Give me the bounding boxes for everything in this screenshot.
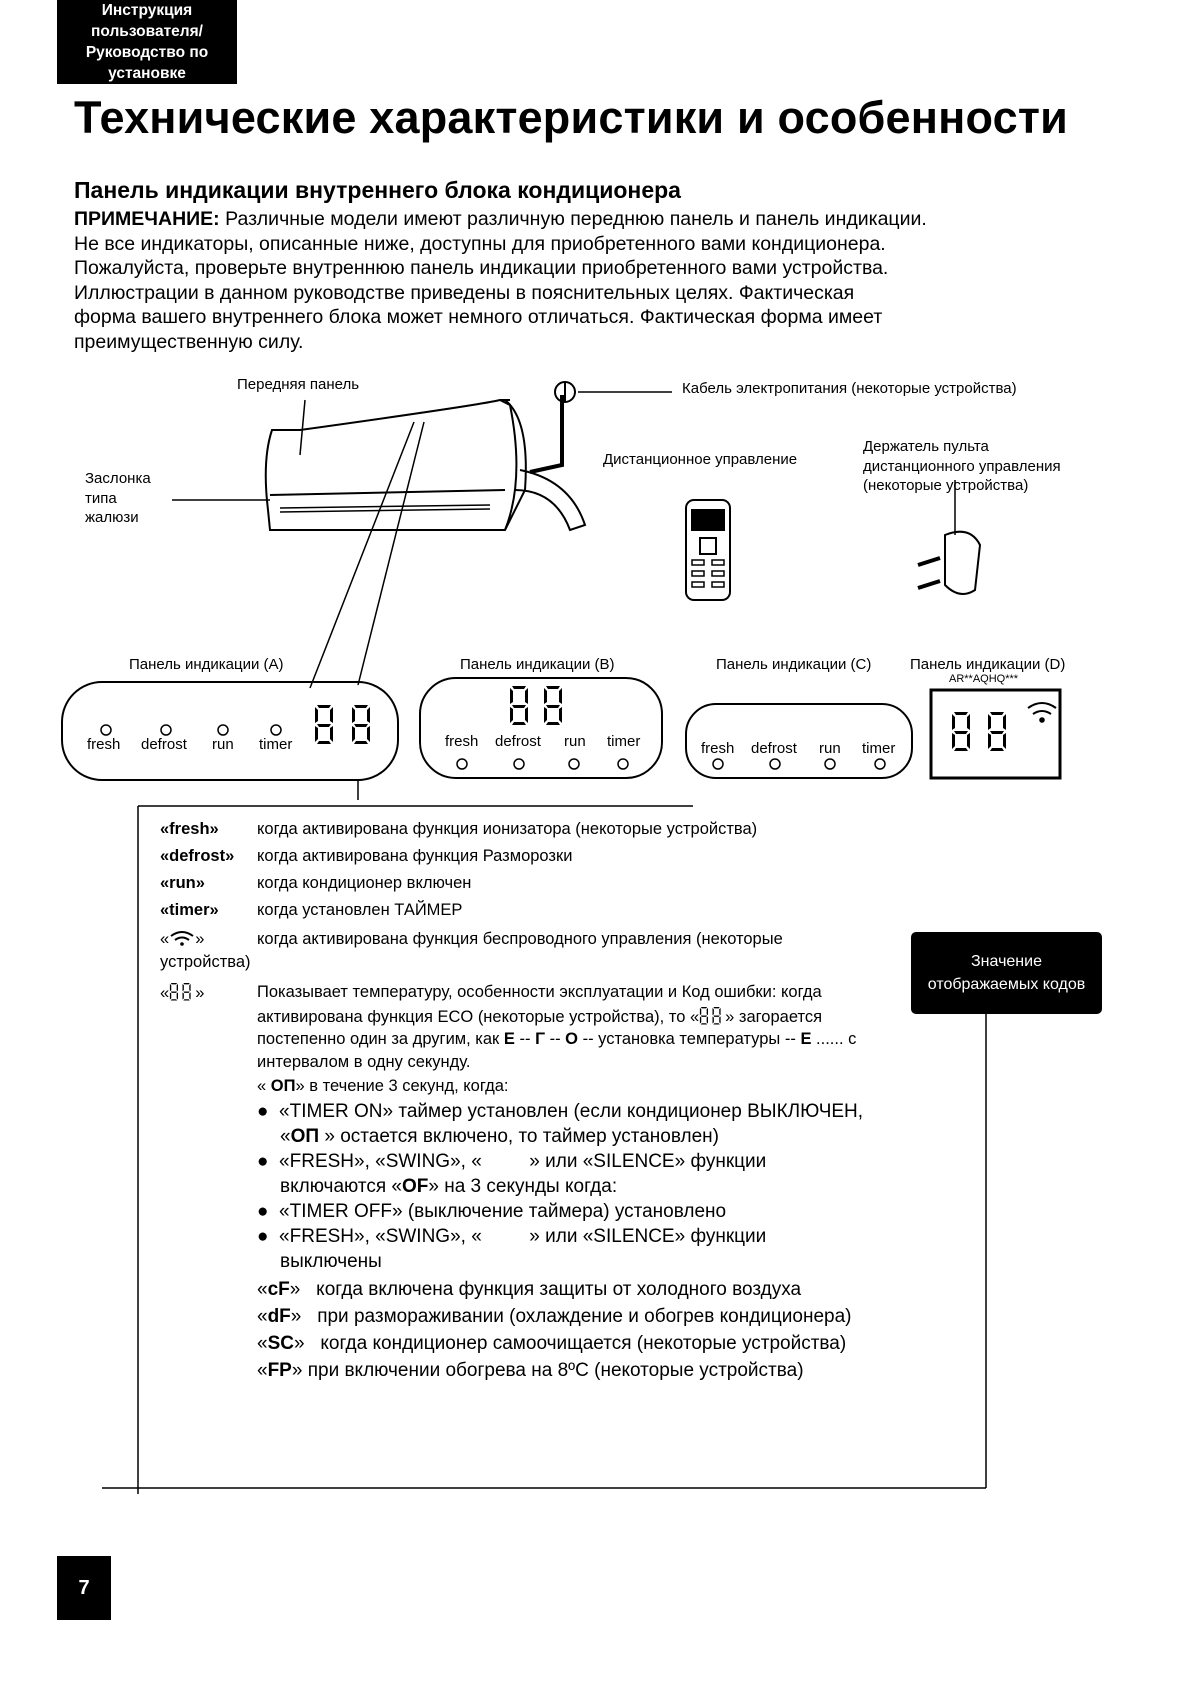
remote-label: Дистанционное управление [603, 451, 798, 468]
header-tab-line: Инструкция [101, 2, 193, 19]
panel-c-fresh: fresh [701, 740, 735, 757]
on-desc: « ΟΠ» в течение 3 секунд, когда: [257, 1077, 509, 1095]
note-paragraph [74, 207, 1114, 355]
note-label: ПРИМЕЧАНИЕ: [74, 208, 220, 230]
indicator-panel-a [62, 682, 398, 780]
wifi-desc: когда активирована функция беспроводного управления (некоторые [257, 930, 783, 948]
page-number: 7 [57, 1556, 111, 1620]
wifi-icon [1028, 703, 1056, 722]
holder-label: Держатель пульта дистанционного управления (некоторые устройства) [863, 438, 1061, 494]
indicator-panel-b [420, 678, 662, 778]
note-line: Различные модели имеют различную переднюю панель и панель индикации. [219, 208, 927, 230]
code-sc-row: «SC» когда кондиционер самоочищается (некоторые устройства) [257, 1333, 847, 1354]
panel-b-defrost: defrost [495, 733, 541, 750]
wifi-desc-cont: устройства) [160, 953, 251, 971]
bullet-item: ● «FRESH», «SWING», « » или «SILENCE» функции [257, 1226, 767, 1247]
header-tab-line: пользователя/ [91, 23, 203, 40]
panel-b-label: Панель индикации (B) [460, 656, 615, 673]
defrost-key: «defrost» [160, 847, 235, 865]
codes-meaning-box: Значение отображаемых кодов [911, 932, 1102, 1014]
holder-illustration [918, 480, 980, 594]
code-df-row: «dF» при размораживании (охлаждение и обогрев кондиционера) [257, 1306, 852, 1327]
header-tab [57, 0, 237, 84]
panel-c-defrost: defrost [751, 740, 797, 757]
digit-88-icon [699, 1007, 725, 1025]
panel-d-model: AR**AQHQ*** [949, 673, 1019, 685]
defrost-desc: когда активирована функция Разморозки [257, 847, 573, 865]
code-on-icon: ΟΠ [290, 1126, 320, 1147]
temp-desc-4: интервалом в одну секунду. [257, 1053, 471, 1071]
note-line: преимущественную силу. [74, 330, 304, 353]
run-desc: когда кондиционер включен [257, 874, 472, 892]
bullet-item: ● «TIMER ON» таймер установлен (если кондиционер ВЫКЛЮЧЕН, [257, 1101, 864, 1122]
temp-desc-2: активирована функция ECO (некоторые устройства), то « » загорается [257, 1008, 823, 1026]
panel-b-run: run [564, 733, 586, 750]
bullet-cont: включаются «ΟF» на 3 секунды когда: [280, 1176, 618, 1197]
fresh-key: «fresh» [160, 820, 219, 838]
panel-a-run: run [212, 736, 234, 753]
cable-label: Кабель электропитания (некоторые устройства) [682, 380, 1017, 397]
front-panel-label: Передняя панель [237, 376, 360, 393]
code-cf-row: «cF» когда включена функция защиты от холодного воздуха [257, 1279, 802, 1300]
note-line: Иллюстрации в данном руководстве приведены в пояснительных целях. Фактическая [74, 281, 855, 304]
note-line: Не все индикаторы, описанные ниже, доступны для приобретенного вами кондиционера. [74, 232, 886, 255]
temp-key: « » [160, 984, 205, 1002]
panel-c-run: run [819, 740, 841, 757]
bullet-item: ● «FRESH», «SWING», « » или «SILENCE» функции [257, 1151, 767, 1172]
note-line: форма вашего внутреннего блока может немного отличаться. Фактическая форма имеет [74, 306, 883, 329]
panel-d-label: Панель индикации (D) [910, 656, 1066, 673]
panel-a-timer: timer [259, 736, 293, 753]
temp-desc-3: постепенно один за другим, как Ε -- Γ -- Ο -- установка температуры -- Ε ...... с [257, 1030, 857, 1048]
panel-a-defrost: defrost [141, 736, 187, 753]
indoor-unit-illustration [172, 382, 672, 688]
page-title: Технические характеристики и особенности [74, 92, 1068, 143]
louver-label: Заслонка типа жалюзи [85, 470, 151, 526]
code-of-icon: ΟF [401, 1176, 429, 1197]
digit-88-icon [169, 983, 195, 1001]
bullet-cont: выключены [280, 1251, 382, 1272]
header-tab-line: Руководство по [85, 44, 209, 61]
bullet-cont: «ΟΠ » остается включено, то таймер установлен) [280, 1126, 719, 1147]
panel-b-fresh: fresh [445, 733, 479, 750]
code-fp-row: «FP» при включении обогрева на 8ºC (некоторые устройства) [257, 1360, 804, 1381]
panel-c-label: Панель индикации (C) [716, 656, 872, 673]
wifi-key: « » [160, 930, 205, 948]
panel-b-timer: timer [607, 733, 641, 750]
temp-desc-1: Показывает температуру, особенности эксплуатации и Код ошибки: когда [257, 983, 822, 1001]
run-key: «run» [160, 874, 205, 892]
indicator-panel-d [931, 690, 1060, 778]
note-line: Пожалуйста, проверьте внутреннюю панель индикации приобретенного вами устройства. [74, 257, 889, 280]
fresh-desc: когда активирована функция ионизатора (некоторые устройства) [257, 820, 758, 838]
header-tab-line: установке [108, 65, 186, 82]
bullet-item: ● «TIMER OFF» (выключение таймера) установлено [257, 1201, 727, 1222]
timer-desc: когда установлен ТАЙМЕР [257, 901, 463, 919]
panel-a-fresh: fresh [87, 736, 121, 753]
section-subtitle: Панель индикации внутреннего блока кондиционера [74, 177, 681, 203]
panel-a-label: Панель индикации (A) [129, 656, 284, 673]
ac-diagram [0, 360, 1191, 800]
code-on-icon: ΟΠ [270, 1077, 296, 1095]
remote-illustration [686, 500, 730, 600]
timer-key: «timer» [160, 901, 219, 919]
panel-c-timer: timer [862, 740, 896, 757]
wifi-icon [169, 930, 195, 946]
